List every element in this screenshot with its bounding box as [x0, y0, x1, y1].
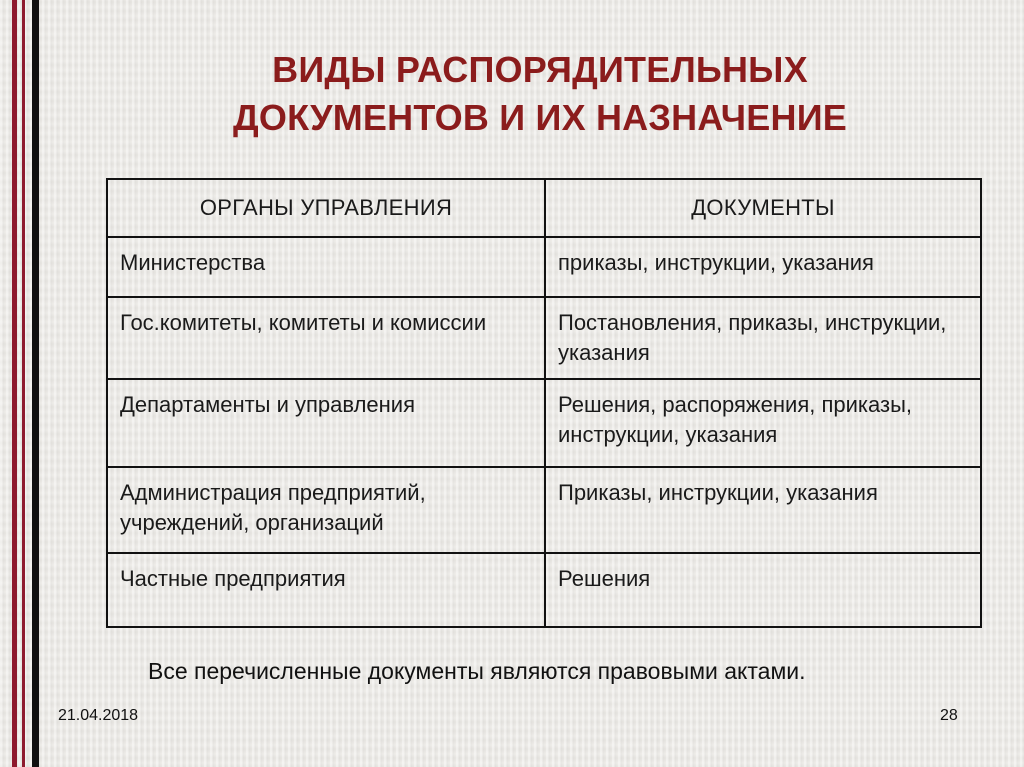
- table-row: [107, 379, 981, 467]
- decorative-stripe-red-thin: [22, 0, 25, 767]
- table-row: [107, 553, 981, 627]
- header-documents: ДОКУМЕНТЫ: [545, 179, 981, 237]
- documents-cell: Решения: [545, 553, 981, 627]
- documents-cell: Решения, распоряжения, приказы, инструкции, указания: [545, 379, 981, 467]
- header-organs: ОРГАНЫ УПРАВЛЕНИЯ: [107, 179, 545, 237]
- organ-cell: Гос.комитеты, комитеты и комиссии: [107, 297, 545, 379]
- decorative-stripe-red: [12, 0, 17, 767]
- organ-cell: Департаменты и управления: [107, 379, 545, 467]
- slide-title-line-1: ВИДЫ РАСПОРЯДИТЕЛЬНЫХ: [272, 49, 808, 90]
- slide-title-line-2: ДОКУМЕНТОВ И ИХ НАЗНАЧЕНИЕ: [233, 97, 847, 138]
- table-row: [107, 297, 981, 379]
- table-header-row: [107, 179, 981, 237]
- legal-acts-note: Все перечисленные документы являются правовыми актами.: [148, 658, 806, 684]
- documents-cell: приказы, инструкции, указания: [545, 237, 981, 297]
- slide-title: [120, 46, 960, 142]
- organ-cell: Частные предприятия: [107, 553, 545, 627]
- documents-table: [106, 178, 982, 628]
- organ-cell: Администрация предприятий, учреждений, организаций: [107, 467, 545, 553]
- slide-page-number: 28: [940, 707, 958, 724]
- documents-cell: Приказы, инструкции, указания: [545, 467, 981, 553]
- table-row: [107, 237, 981, 297]
- documents-cell: Постановления, приказы, инструкции, указания: [545, 297, 981, 379]
- organ-cell: Министерства: [107, 237, 545, 297]
- slide-date: 21.04.2018: [58, 707, 139, 724]
- table-row: [107, 467, 981, 553]
- decorative-stripe-black: [32, 0, 39, 767]
